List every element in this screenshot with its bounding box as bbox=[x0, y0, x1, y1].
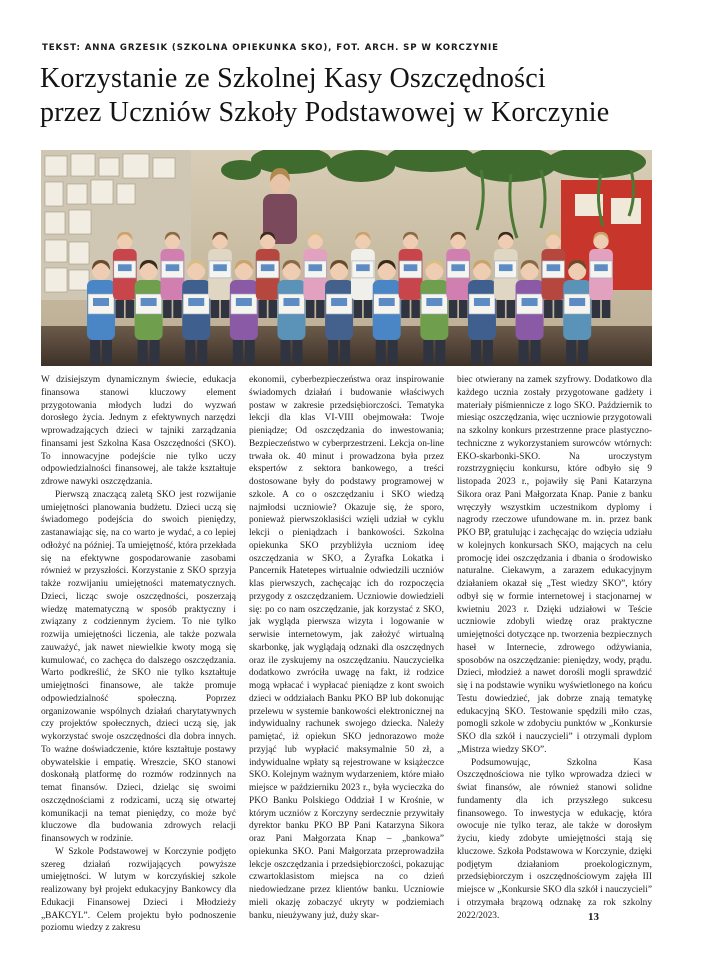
title-line-2: przez Uczniów Szkoły Podstawowej w Korczynie bbox=[40, 97, 610, 128]
column-1 bbox=[41, 374, 236, 935]
paragraph: ekonomii, cyberbezpieczeństwa oraz inspirowanie świadomych działań i budowanie właściwych postaw w zakresie przedsiębiorczości. Tematyka lekcji dla klas VI-VIII obejmowała: Twoje pieniądze; Od oszczędzania do inwestowania; Bezpieczeństwo w cyberprzestrzeni. Lekcja on-line trwała ok. 40 minut i prowadzona była przez ekspertów z sektora bankowego, a treści dostosowane były do podstawy programowej w szkole. A co o oszczędzaniu i SKO wiedzą najmłodsi uczniowie? Okazuje się, że sporo, ponieważ pierwszoklasiści wzięli udział w cyklu lekcji o pieniądzach i bankowości. Szkolna opiekunka SKO przybliżyła uczniom ideę oszczędzania w SKO, a Żyrafka Lokatka i Pancernik Hatetepes wirtualnie odwiedzili uczniów klas pierwszych, zachęcając ich do rozpoczęcia przygody z oszczędzaniem. Uczniowie dowiedzieli się: po co nam oszczędzanie, jak korzystać z SKO, jak wygląda pierwsza wizyta i logowanie w serwisie internetowym, jak założyć wirtualną skarbonkę, jak wyglądają odznaki dla oszczędnych oraz ile zyskujemy na oszczędzaniu. Nauczycielka dodatkowo zwróciła uwagę na fakt, iż rodzice mogą wpłacać i wypłacać pieniądze z kont swoich dzieci w oddziałach Banku PKO BP lub dokonując przelewu w systemie bankowości elektronicznej na indywidualny rachunek swojego dziecka. Należy pamiętać, iż opiekun SKO jednorazowo może przyjąć lub wypłacić maksymalnie 50 zł, a indywidualne wpłaty są rejestrowane w książeczce SKO. Kolejnym ważnym wydarzeniem, które miało miejsce w październiku 2023 r., była wycieczka do PKO Banku Polskiego Oddział I w Krośnie, w którym uczniów z Korczyny serdecznie przywitały dyrektor banku PKO BP Pani Katarzyna Sikora oraz Pani Małgorzata Knap – „bankowa” opiekunka SKO. Pani Małgorzata przeprowadziła lekcje oszczędzania i przedsiębiorczości, pokazując czwartoklasistom miejsca na co dzień niedowiedzane przez klientów banku. Uczniowie mieli okazję zobaczyć ukryty w podziemiach banku, nieużywany już, duży skar- bbox=[249, 375, 444, 921]
byline: TEKST: ANNA GRZESIK (SZKOLNA OPIEKUNKA SKO), FOT. ARCH. SP W KORCZYNIE bbox=[42, 43, 499, 53]
paragraph: biec otwierany na zamek szyfrowy. Dodatkowo dla każdego ucznia zostały przygotowane gadżety i materiały piśmiennicze z logo SKO. Październik to miesiąc oszczędzania, więc uczniowie przygotowali na szkolny konkurs przestrzenne prace plastyczno-techniczne z wykorzystaniem surowców wtórnych: EKO-skarbonki-SKO. Na uroczystym rozstrzygnięciu konkursu, które odbyło się 9 listopada 2023 r., pojawiły się Pani Katarzyna Sikora oraz Pani Małgorzata Knap. Panie z banku wręczyły wszystkim uczestnikom dyplomy i nagrody rzeczowe ufundowane m. in. przez bank PKO BP, gratulując i zachęcając do wzięcia udziału w kolejnych konkursach SKO, mających na celu promocję idei oszczędzania i dbania o środowisko naturalne. Ciekawym, a zarazem edukacyjnym działaniem okazał się „Test wiedzy SKO”, który odbył się w formie internetowej i stacjonarnej w kwietniu 2023 r. Dzięki udziałowi w Teście uczniowie zdobyli wiedzę oraz praktyczne umiejętności dotyczące np. tworzenia bezpiecznych haseł w Internecie, zdrowego odżywiania, sposobów na oszczędzanie: pieniędzy, wody, prądu. Dzieci, młodzież a nawet dorośli mogli sprawdzić się i na podstawie wyniku wyświetlonego na końcu Testu dowiedzieć, jak dobrze znają tematykę edukacyjną SKO. Testowanie spędzili miło czas, pomogli szkole w zdobyciu punktów w „Konkursie SKO dla szkół i nauczycieli” i otrzymali dyplom „Mistrza wiedzy SKO”. bbox=[457, 375, 652, 755]
red-board-paper bbox=[611, 198, 641, 224]
column-3 bbox=[457, 374, 652, 922]
paragraph: Podsumowując, Szkolna Kasa Oszczędnościowa nie tylko wprowadza dzieci w świat finansów, ale również stanowi solidne fundamenty dla ich przyszłego sukcesu finansowego. To inwestycja w edukację, która owocuje nie tylko teraz, ale także w dorosłym życiu, kiedy zdobyte umiejętności stają się kluczowe. Szkoła Podstawowa w Korczynie, dzięki podjętym działaniom proekologicznym, przedsiębiorczym i oszczędnościowym zajęła III miejsce w „Konkursie SKO dla szkół i nauczycieli” i otrzymała brązową odznakę za rok szkolny 2022/2023. bbox=[457, 757, 652, 921]
column-2 bbox=[249, 374, 444, 922]
group-photo-illustration bbox=[41, 150, 652, 366]
paragraph: W Szkole Podstawowej w Korczynie podjęto szereg działań rozwijających powyższe umiejętności. W lutym w korczyńskiej szkole realizowany był projekt edukacyjny Bankowcy dla Edukacji Finansowej Dzieci i Młodzieży „BAKCYL”. Celem projektu było podnoszenie poziomu wiedzy z zakresu bbox=[41, 846, 236, 934]
paragraph: W dzisiejszym dynamicznym świecie, edukacja finansowa stanowi kluczowy element przygotowania młodych ludzi do wyzwań dorosłego życia. Jednym z efektywnych narzędzi wprowadzających dzieci w tajniki zarządzania finansami jest Szkolna Kasa Oszczędności (SKO). To innowacyjne podejście nie tylko uczy odpowiedzialności finansowej, ale także kształtuje zdrowe nawyki oszczędzania. bbox=[41, 375, 236, 487]
page-number: 13 bbox=[588, 911, 599, 923]
article-title bbox=[40, 62, 680, 130]
title-line-1: Korzystanie ze Szkolnej Kasy Oszczędności bbox=[40, 63, 546, 94]
paragraph: Pierwszą znaczącą zaletą SKO jest rozwijanie umiejętności planowania budżetu. Dzieci uczą się świadomego podejścia do swoich pieniędzy, zastanawiając się, na co warto je wydać, a co lepiej odłożyć na później. Ta umiejętność, która przekłada się na efektywne gospodarowanie zasobami również w przyszłości. Korzystanie z SKO sprzyja także rozwijaniu umiejętności matematycznych. Dzieci, licząc swoje oszczędności, poszerzają wiedzę matematyczną w sposób praktyczny i związany z codziennym życiem. To nie tylko rozwija umiejętności liczenia, ale także pozwala zauważyć, jak nawet niewielkie kwoty mogą się kumulować, co zachęca do dalszego oszczędzania. Warto podkreślić, że SKO nie tylko kształtuje umiejętności finansowe, ale także promuje odpowiedzialność społeczną. Poprzez organizowanie wspólnych działań charytatywnych czy projektów społecznych, dzieci uczą się, jak wykorzystać swoje oszczędności dla dobra innych. To ważne doświadczenie, które kształtuje postawy obywatelskie i empatię. Wreszcie, SKO stanowi doskonałą platformę do rozmów rodzinnych na temat finansów. Dzieci, dzieląc się swoimi oszczędnościami z rodzicami, uczą się otwartej komunikacji na temat pieniędzy, co może być kluczowe dla budowania zdrowych relacji finansowych w rodzinie. bbox=[41, 489, 236, 844]
group-photo bbox=[41, 150, 652, 366]
